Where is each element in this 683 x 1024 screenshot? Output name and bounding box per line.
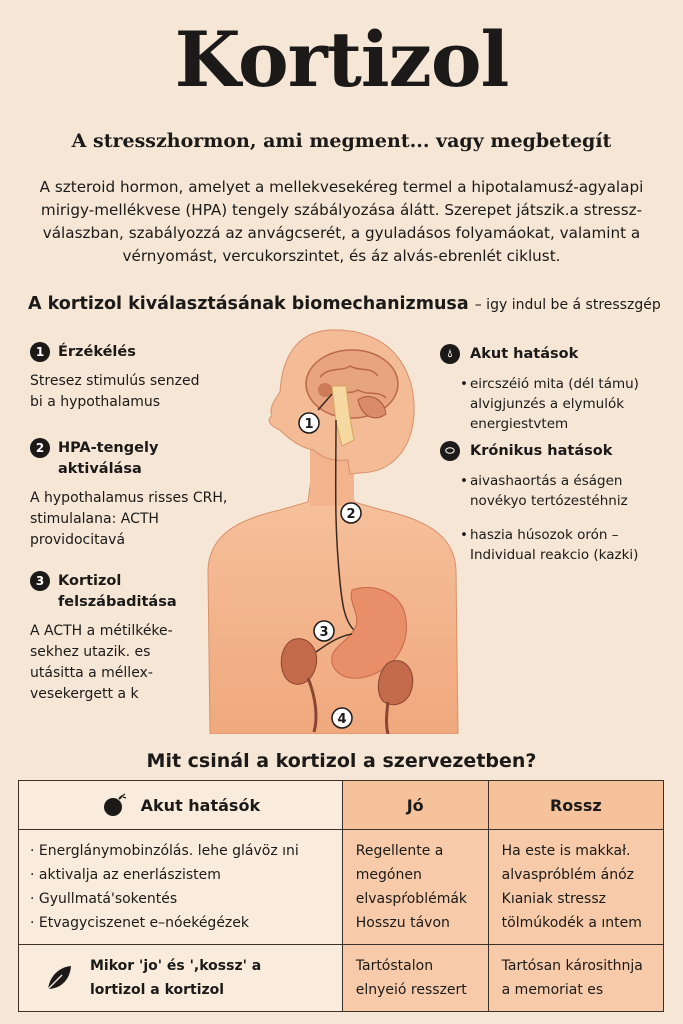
step-3 [30, 571, 230, 705]
section-title [28, 294, 668, 314]
step-1 [30, 342, 230, 413]
cell-bad: Tartósan károsithnja a memoriat es [501, 958, 643, 998]
list-item: · aktivalja az enerlászistem [30, 863, 331, 887]
svg-text:3: 3 [319, 625, 329, 640]
marker-1 [299, 413, 319, 433]
list-item: · Etvagyciszenet e–nóekégézek [30, 911, 331, 935]
cell-good: Tartóstalon elnyeió resszert [355, 958, 467, 998]
step-2 [30, 438, 230, 551]
table-row [19, 945, 664, 1012]
effect-acute [440, 344, 675, 434]
svg-text:2: 2 [346, 507, 356, 522]
table-row [19, 830, 664, 945]
intro-text: A szteroid hormon, amelyet a mellekvesekéreg termel a hipotalamusź-agyalapi mirigy-mellékvese (HPA) tengely szábályozása álátt. Szerepet játszik.a stressz-válaszban, szabályozzá az anvágcserét, a gyuladásos folyamáokat, valamint a vérnyomást, vercukorszintet, és áz alvás-ebrenlét ciklust. [39, 178, 644, 265]
row-label: Mikor 'jo' és ',kossz' a lortizol a kortizol [90, 958, 262, 998]
effect-item: • haszia húsozok orón –Individual reakcio (kazki) [470, 525, 670, 565]
page-title: Kortizol [174, 15, 509, 104]
step-title: HPA-tengely aktiválása [58, 440, 159, 477]
effect-item: • eircszéió mita (dél támu) alvigjunzés a elymulók energiestvtem [470, 374, 655, 434]
pill-icon: ⬭ [440, 441, 460, 461]
effect-title: Krónikus hatások [470, 443, 613, 459]
effect-item: • aivashaortás a éságen novékyo tertózestéhniz [470, 471, 660, 511]
step-number: 3 [30, 571, 50, 591]
header-good: Jó [342, 781, 488, 830]
step-number: 2 [30, 438, 50, 458]
cell-good: Regellente a megónen elvaspŕoblémák Hosszu távon [355, 843, 468, 931]
svg-text:1: 1 [304, 417, 314, 432]
bomb-icon [101, 792, 127, 818]
cell-bad: Ha este is makkał. alvaspróblém ánóz Kıaniak stressz tölmúkodék a ıntem [501, 843, 642, 931]
section-title-main: A kortizol kiválasztásának biomechanizmusa [28, 294, 469, 314]
marker-2 [341, 503, 361, 523]
list-item: · Energlánymobinzólás. lehe glávöz ıni [30, 839, 331, 863]
header-bad: Rossz [488, 781, 663, 830]
step-title: Kortizol felszábaditása [58, 573, 177, 610]
table-header-row [19, 781, 664, 830]
page-subtitle: A stresszhormon, ami megment... vagy megbetegít [71, 130, 612, 152]
marker-4 [332, 708, 352, 728]
step-body: Stresez stimulús senzed bi a hypothalamus [30, 373, 200, 410]
section-title-sub: – igy indul be á stresszgép [474, 297, 661, 313]
list-item: · Gyullmatá'sokentés [30, 887, 331, 911]
drop-icon: 💧︎ [440, 344, 460, 364]
header-acute: Akut hatásók [19, 781, 343, 830]
step-body: A ACTH a métilkéke-sekhez utazik. es utásitta a méllex-vesekergett a k [30, 623, 173, 702]
step-number: 1 [30, 342, 50, 362]
leaf-icon [44, 963, 74, 993]
effect-title: Akut hatások [470, 346, 579, 362]
marker-3 [314, 621, 334, 641]
step-title: Érzékélés [58, 344, 136, 360]
svg-text:4: 4 [337, 712, 347, 727]
comparison-table [18, 780, 664, 1012]
effect-chronic [440, 441, 675, 565]
question-title: Mit csinál a kortizol a szervezetben? [146, 750, 537, 772]
step-body: A hypothalamus risses CRH, stimulalana: ACTH providocitavá [30, 490, 228, 548]
